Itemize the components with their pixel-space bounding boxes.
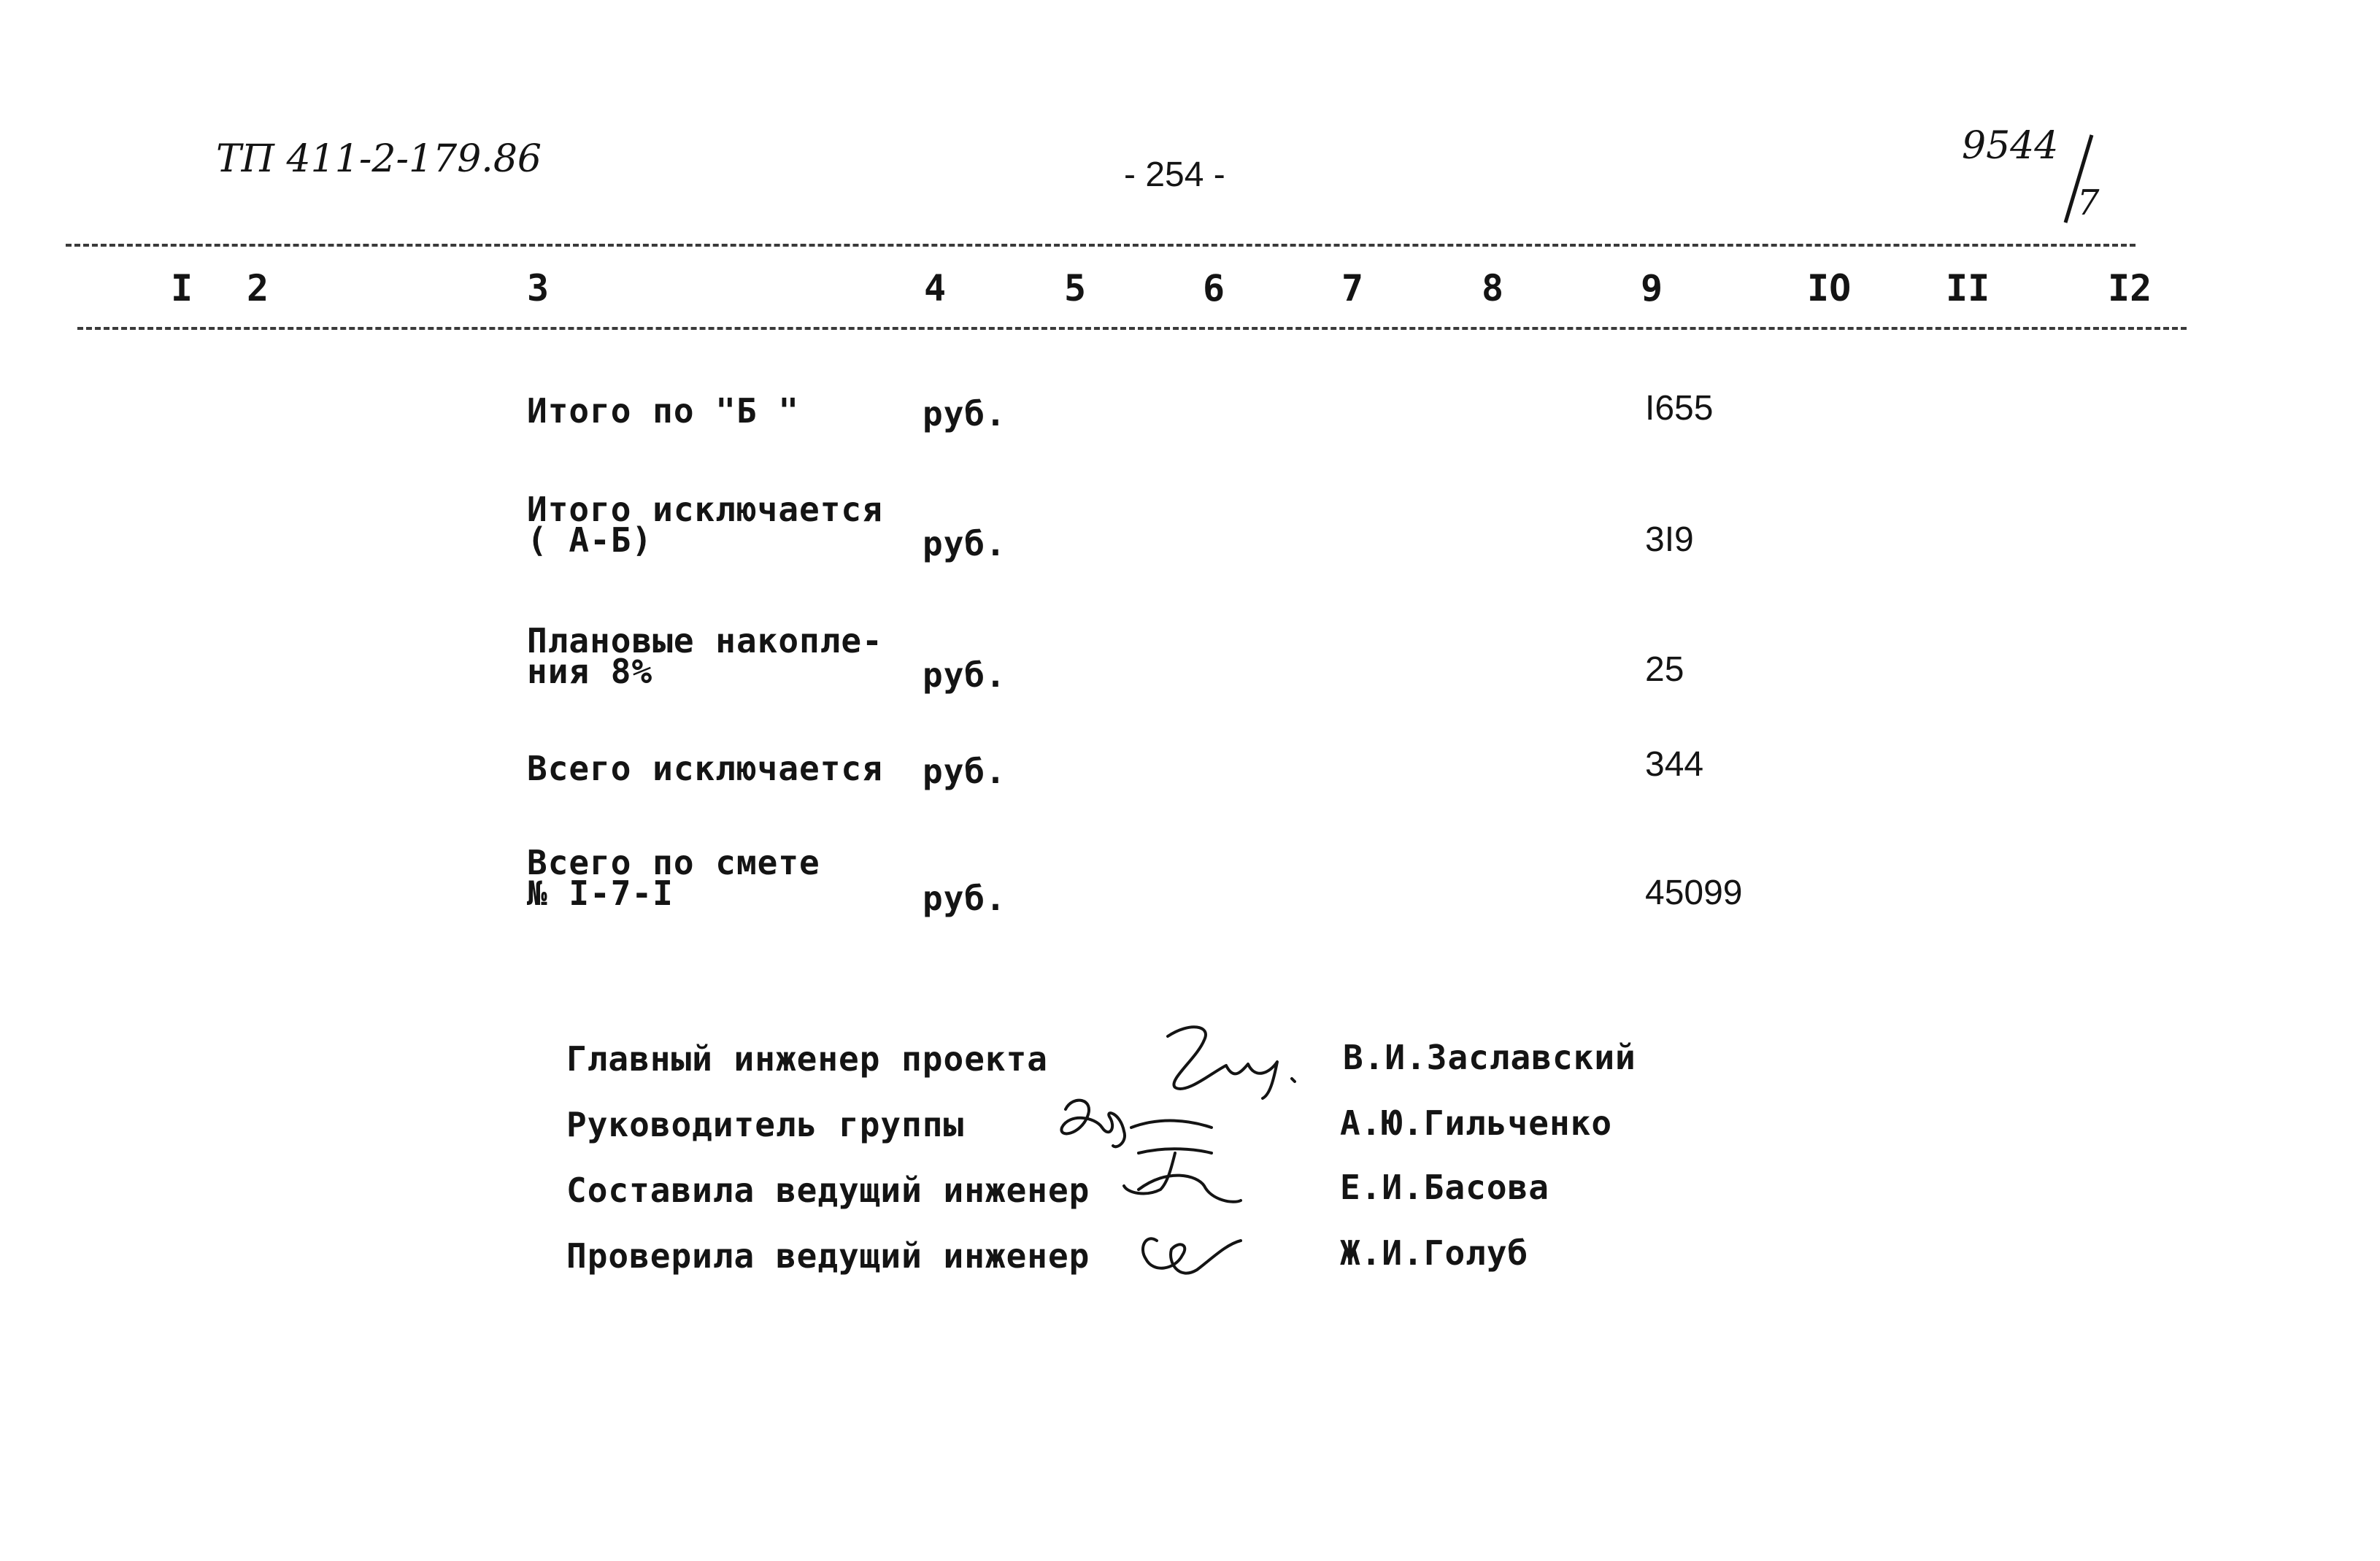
- row-unit: руб.: [923, 524, 1006, 563]
- signature-name: В.И.Заславский: [1343, 1038, 1636, 1077]
- column-header: 5: [1064, 267, 1087, 309]
- row-label: Итого исключается: [527, 490, 883, 529]
- row-unit: руб.: [923, 394, 1006, 433]
- row-unit: руб.: [923, 655, 1006, 695]
- row-label: Итого по "Б ": [527, 391, 800, 431]
- signature-role: Главный инженер проекта: [566, 1039, 1048, 1079]
- signature-role: Составила ведущий инженер: [566, 1171, 1090, 1210]
- column-header: 3: [527, 267, 550, 309]
- signature-scribble: [1061, 1101, 1212, 1147]
- row-label-line2: ( А-Б): [527, 520, 653, 560]
- row-value: 25: [1645, 650, 1684, 689]
- row-value: 45099: [1645, 874, 1743, 912]
- column-header: 2: [247, 267, 269, 309]
- row-value: I655: [1645, 389, 1714, 428]
- row-label-line2: № I-7-I: [527, 874, 674, 913]
- column-header: IO: [1807, 267, 1852, 309]
- signature-scribble: [1143, 1238, 1241, 1273]
- signature-scribble: [1124, 1149, 1241, 1202]
- column-header: 7: [1341, 267, 1364, 309]
- signature-scribble: [1168, 1027, 1295, 1098]
- column-header: I: [171, 267, 193, 309]
- row-unit: руб.: [923, 752, 1006, 791]
- document-code: ТП 411-2-179.86: [216, 137, 542, 181]
- row-label-line2: ния 8%: [527, 652, 653, 691]
- sheet-ref-top: 9544: [1962, 124, 2059, 168]
- signature-role: Руководитель группы: [566, 1105, 965, 1144]
- column-header: 9: [1641, 267, 1663, 309]
- signature-name: Ж.И.Голуб: [1340, 1233, 1529, 1273]
- column-header: II: [1946, 267, 1990, 309]
- column-header: I2: [2108, 267, 2152, 309]
- row-label: Всего по смете: [527, 843, 820, 882]
- sheet-ref-bottom: 7: [2077, 182, 2100, 223]
- page-number: - 254 -: [1124, 155, 1225, 194]
- row-label: Плановые накопле-: [527, 621, 883, 660]
- column-header: 6: [1203, 267, 1225, 309]
- column-header: 4: [924, 267, 947, 309]
- signature-name: Е.И.Басова: [1340, 1168, 1549, 1207]
- row-value: 3I9: [1645, 520, 1694, 559]
- column-header: 8: [1482, 267, 1504, 309]
- signature-role: Проверила ведущий инженер: [566, 1236, 1090, 1276]
- row-label: Всего исключается: [527, 749, 883, 788]
- row-value: 344: [1645, 745, 1704, 784]
- signature-name: А.Ю.Гильченко: [1340, 1103, 1613, 1143]
- row-unit: руб.: [923, 879, 1006, 918]
